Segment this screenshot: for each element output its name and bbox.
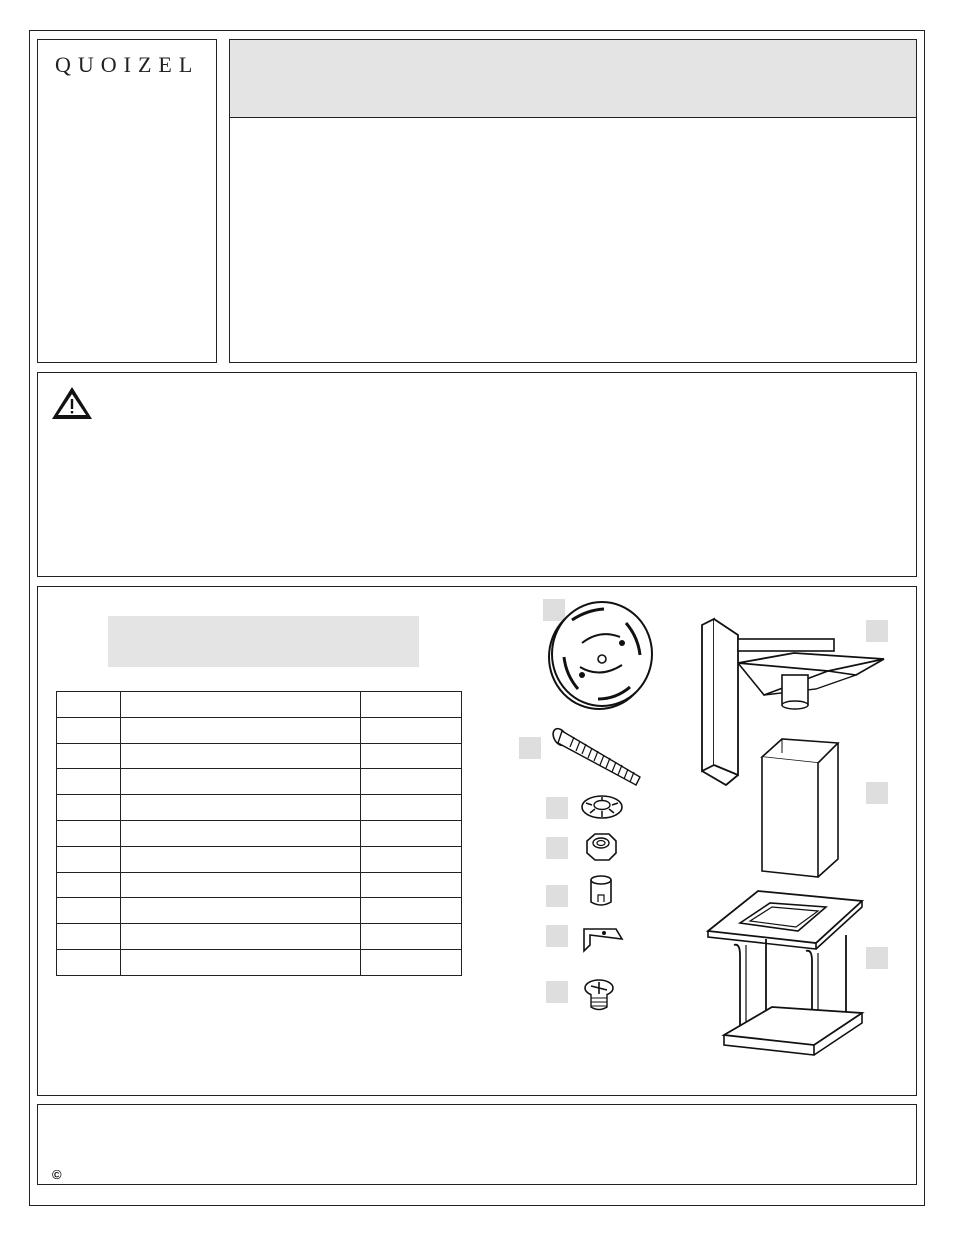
table-row xyxy=(57,743,462,769)
part-number-cell xyxy=(57,717,121,743)
part-number-cell xyxy=(57,872,121,898)
lantern-base-illustration xyxy=(706,885,870,1061)
mounting-plate-illustration xyxy=(542,595,652,711)
warning-panel xyxy=(37,372,917,577)
coupling-illustration xyxy=(588,875,614,909)
part-quantity-cell xyxy=(361,898,462,924)
part-quantity-cell xyxy=(361,795,462,821)
part-description-cell xyxy=(121,692,361,718)
brand-logo: QUOIZEL xyxy=(55,52,200,77)
part-number-cell xyxy=(57,846,121,872)
part-tag xyxy=(546,837,568,859)
part-description-cell xyxy=(121,743,361,769)
table-row xyxy=(57,949,462,975)
part-description-cell xyxy=(121,795,361,821)
screw-illustration xyxy=(582,977,616,1013)
table-row xyxy=(57,795,462,821)
parts-panel xyxy=(37,586,917,1096)
warning-triangle-icon xyxy=(50,385,94,421)
part-description-cell xyxy=(121,820,361,846)
part-quantity-cell xyxy=(361,820,462,846)
part-tag xyxy=(546,885,568,907)
part-quantity-cell xyxy=(361,717,462,743)
table-row xyxy=(57,924,462,950)
part-number-cell xyxy=(57,898,121,924)
threaded-rod-illustration xyxy=(550,727,646,789)
part-number-cell xyxy=(57,769,121,795)
part-tag xyxy=(519,737,541,759)
part-description-cell xyxy=(121,949,361,975)
part-description-cell xyxy=(121,924,361,950)
table-row xyxy=(57,846,462,872)
part-number-cell xyxy=(57,743,121,769)
footer-panel xyxy=(37,1104,917,1185)
title-panel xyxy=(229,39,917,363)
part-quantity-cell xyxy=(361,743,462,769)
parts-heading-band xyxy=(108,616,419,667)
table-row xyxy=(57,769,462,795)
table-row xyxy=(57,692,462,718)
part-number-cell xyxy=(57,795,121,821)
part-tag xyxy=(866,782,888,804)
part-quantity-cell xyxy=(361,872,462,898)
part-quantity-cell xyxy=(361,949,462,975)
table-row xyxy=(57,820,462,846)
part-quantity-cell xyxy=(361,924,462,950)
parts-table xyxy=(56,691,462,976)
part-description-cell xyxy=(121,769,361,795)
part-description-cell xyxy=(121,898,361,924)
part-description-cell xyxy=(121,717,361,743)
part-number-cell xyxy=(57,692,121,718)
table-row xyxy=(57,872,462,898)
part-tag xyxy=(546,797,568,819)
part-quantity-cell xyxy=(361,846,462,872)
title-band xyxy=(230,40,916,118)
part-number-cell xyxy=(57,924,121,950)
part-description-cell xyxy=(121,846,361,872)
part-number-cell xyxy=(57,949,121,975)
part-description-cell xyxy=(121,872,361,898)
bracket-illustration xyxy=(580,921,626,955)
part-quantity-cell xyxy=(361,769,462,795)
table-row xyxy=(57,717,462,743)
part-number-cell xyxy=(57,820,121,846)
hex-nut-illustration xyxy=(583,831,619,865)
washer-illustration xyxy=(580,793,624,821)
table-row xyxy=(57,898,462,924)
glass-shade-illustration xyxy=(758,733,842,881)
part-quantity-cell xyxy=(361,692,462,718)
copyright-mark: © xyxy=(52,1167,62,1182)
logo-panel xyxy=(37,39,217,363)
part-tag xyxy=(546,981,568,1003)
part-tag xyxy=(546,925,568,947)
